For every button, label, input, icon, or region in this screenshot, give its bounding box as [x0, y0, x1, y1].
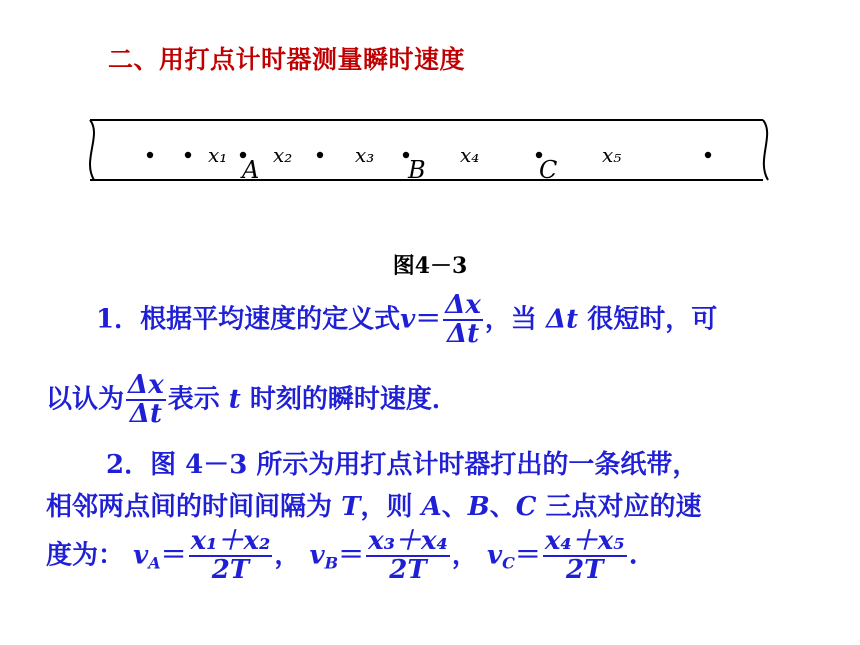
- tape-dot-2: [185, 152, 191, 158]
- paragraph-2: [46, 372, 458, 429]
- vB-num: x₃＋x₄: [368, 526, 448, 556]
- tape-dot-7: [705, 152, 711, 158]
- p2-t: t: [228, 384, 241, 415]
- tape-right-tear: [763, 120, 768, 180]
- vB-symbol: v: [309, 540, 325, 571]
- p4-lead: 相邻两点间的时间间隔为: [46, 492, 333, 522]
- figure-caption: 图4－3: [392, 253, 468, 279]
- section-heading: 二、用打点计时器测量瞬时速度: [108, 45, 466, 74]
- vB-after: ，: [451, 540, 478, 571]
- p4-A: A: [421, 492, 442, 522]
- tape-dots: [147, 152, 711, 158]
- segment-label-x1: x₁: [208, 143, 228, 167]
- p4-sep1: 、: [441, 492, 468, 522]
- point-label-B: B: [408, 156, 426, 184]
- paragraph-3: 2．图 4－3 所示为用打点计时器打出的一条纸带，: [106, 450, 699, 480]
- tape-dot-4: [317, 152, 323, 158]
- vC-fraction: [543, 528, 627, 585]
- p4-B: B: [467, 492, 490, 522]
- segment-label-x5: x₅: [602, 143, 622, 167]
- vC-num: x₄＋x₅: [544, 526, 625, 556]
- segment-label-x2: x₂: [273, 143, 293, 167]
- p4-sep2: 、: [489, 492, 516, 522]
- p2-mid: 表示: [167, 384, 220, 415]
- p2-lead: 以认为: [46, 384, 125, 415]
- p4-tail: 三点对应的速: [545, 492, 702, 522]
- p1-frac-den: Δt: [446, 319, 480, 350]
- vC-eq: ＝: [514, 540, 541, 571]
- vA-after: ，: [274, 540, 301, 571]
- vC-after: .: [628, 540, 638, 571]
- p1-frac-num: Δx: [445, 290, 481, 320]
- point-label-A: A: [242, 156, 260, 184]
- vC-den: 2T: [566, 555, 604, 586]
- p2-frac-den: Δt: [129, 399, 162, 430]
- vB-eq: ＝: [338, 540, 365, 571]
- vA-num: x₁＋x₂: [190, 526, 271, 556]
- p4-T: T: [341, 492, 361, 522]
- p1-v: v: [400, 304, 416, 335]
- p1-dt: Δt: [545, 304, 579, 335]
- p1-lead: 1．根据平均速度的定义式: [96, 304, 401, 335]
- segment-label-x4: x₄: [460, 143, 480, 167]
- p1-tail: 很短时，可: [587, 304, 718, 335]
- p5-lead: 度为：: [46, 540, 125, 571]
- vA-den: 2T: [211, 555, 250, 586]
- p2-fraction: [126, 372, 166, 429]
- vC-sub: C: [502, 553, 515, 573]
- vA-symbol: v: [133, 540, 149, 571]
- tape-left-tear: [90, 120, 94, 180]
- p4-mid: ，则: [360, 492, 413, 522]
- vB-den: 2T: [389, 555, 427, 586]
- vB-fraction: [366, 528, 450, 585]
- p2-tail: 时刻的瞬时速度．: [249, 384, 458, 415]
- paragraph-5: [46, 528, 638, 585]
- p1-fraction: [443, 292, 483, 349]
- tape-dot-1: [147, 152, 153, 158]
- vB-sub: B: [324, 553, 339, 573]
- vA-eq: ＝: [160, 540, 187, 571]
- p2-frac-num: Δx: [128, 370, 164, 400]
- paragraph-4: [46, 486, 702, 523]
- p4-C: C: [515, 492, 537, 522]
- vC-symbol: v: [487, 540, 503, 571]
- p1-mid: ，当: [484, 304, 537, 335]
- point-label-C: C: [539, 156, 558, 184]
- p1-eq: ＝: [415, 304, 442, 335]
- vA-sub: A: [148, 553, 161, 573]
- paragraph-1: [96, 292, 717, 349]
- segment-label-x3: x₃: [355, 143, 375, 167]
- vA-fraction: [189, 528, 273, 585]
- paper-tape-figure: [80, 110, 780, 190]
